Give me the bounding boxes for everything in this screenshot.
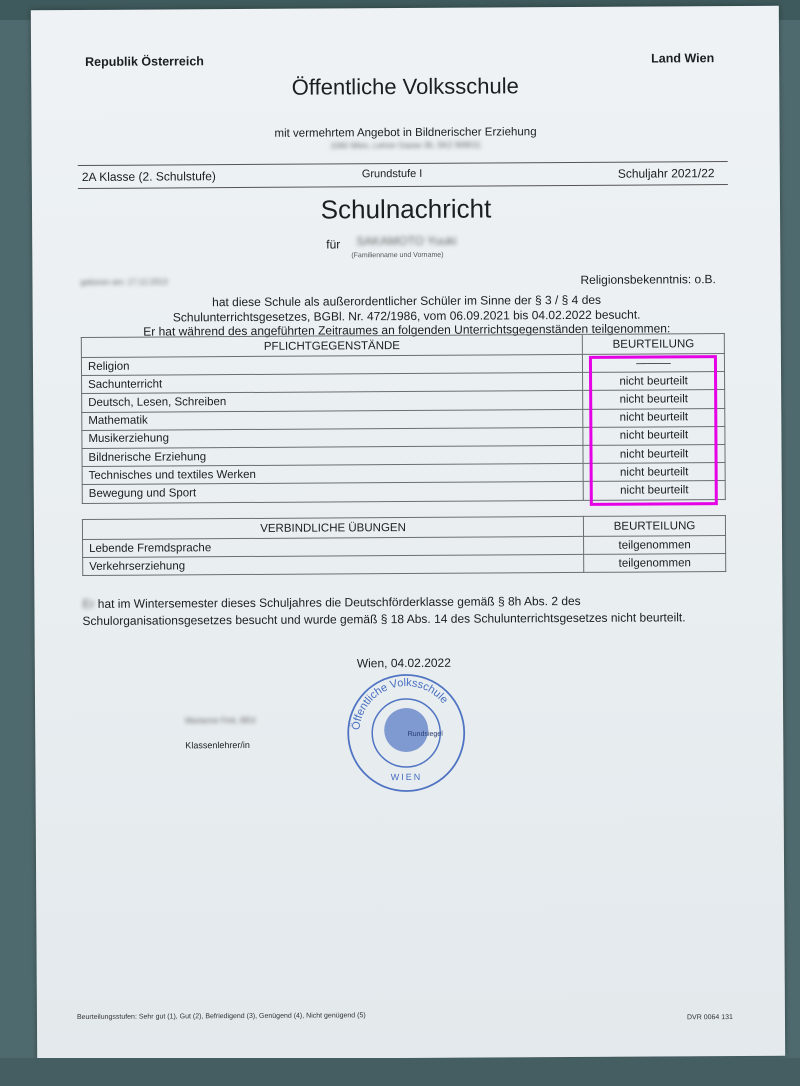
school-name: Öffentliche Volksschule [291, 73, 519, 100]
school-seal [341, 668, 472, 799]
seal-top-text: Öffentliche Volksschule [350, 676, 451, 731]
grade-cell: ——— [583, 354, 725, 373]
subject-cell: Bildnerische Erziehung [82, 445, 583, 466]
exercises-table [82, 515, 726, 576]
grade-cell: nicht beurteilt [583, 372, 725, 391]
school-year: Schuljahr 2021/22 [617, 166, 715, 181]
name-caption: (Familienname und Vorname) [351, 251, 444, 260]
paragraph-line: Schulunterrichtsgesetzes, BGBl. Nr. 472/1986, vom 06.09.2021 bis 04.02.2022 besucht. [172, 307, 641, 324]
birth-date: geboren am: 17.12.2013 [80, 277, 168, 287]
divider [78, 161, 728, 166]
grades-highlight-box [589, 355, 718, 506]
remark-line: Schulorganisationsgesetzes besucht und wurde gemäß § 18 Abs. 14 des Schulunterrichtsgesetzes nicht beurteilt. [82, 610, 686, 628]
table-surface-bottom [0, 1058, 800, 1086]
state-label: Land Wien [651, 51, 715, 66]
student-name: SAKAMOTO Yuuki [356, 233, 457, 249]
paragraph-line: hat diese Schule als außerordentlicher Schüler im Sinne der § 3 / § 4 des [212, 292, 602, 310]
country-label: Republik Österreich [85, 54, 204, 69]
subject-cell: Mathematik [82, 409, 583, 430]
grade-cell: nicht beurteilt [583, 444, 725, 463]
subject-cell: Lebende Fremdsprache [83, 536, 584, 557]
grade-cell: nicht beurteilt [583, 408, 725, 427]
subject-cell: Sachunterricht [82, 373, 583, 394]
remark-paragraph [82, 592, 732, 630]
paragraph-line: Er hat während des angeführten Zeitraumes an folgenden Unterrichtsgegenständen teilgenommen: [143, 321, 671, 339]
grade-cell: nicht beurteilt [583, 481, 725, 500]
grading-scale: Beurteilungsstufen: Sehr gut (1), Gut (2), Befriedigend (3), Genügend (4), Nicht genügend (5) [76, 1012, 366, 1022]
grade-column-header: BEURTEILUNG [582, 334, 724, 355]
subject-cell: Verkehrserziehung [83, 555, 584, 576]
subject-cell: Bewegung und Sport [82, 482, 583, 503]
grade-cell: nicht beurteilt [583, 390, 725, 409]
teacher-label: Klassenlehrer/in [185, 739, 250, 751]
level-info: Grundstufe I [361, 167, 423, 181]
subject-column-header: PFLICHTGEGENSTÄNDE [81, 334, 582, 357]
school-subtitle: mit vermehrtem Angebot in Bildnerischer Erziehung [274, 126, 537, 140]
remark-prefix: Er [82, 596, 95, 611]
divider [78, 184, 728, 189]
subject-cell: Technisches und textiles Werken [82, 464, 583, 485]
remark-line: hat im Wintersemester dieses Schuljahres die Deutschförderklasse gemäß § 8h Abs. 2 des [97, 593, 581, 611]
report-document [31, 6, 785, 1061]
document-title: Schulnachricht [320, 193, 492, 225]
table-row [83, 554, 726, 576]
seal-center-text: Rundsiegel [407, 730, 443, 739]
grade-column-header: BEURTEILUNG [584, 516, 726, 537]
subject-cell: Religion [81, 354, 582, 375]
grade-cell: nicht beurteilt [583, 463, 725, 482]
place-date: Wien, 04.02.2022 [356, 655, 451, 671]
grade-cell: nicht beurteilt [583, 426, 725, 445]
school-address: 1060 Wien, Lehrer Gasse 36, SKZ 908011 [330, 140, 481, 151]
grade-cell: teilgenommen [584, 554, 726, 573]
subject-cell: Musikerziehung [82, 427, 583, 448]
class-info: 2A Klasse (2. Schulstufe) [81, 169, 216, 184]
grade-cell: teilgenommen [584, 536, 726, 555]
subject-column-header: VERBINDLICHE ÜBUNGEN [82, 516, 583, 539]
for-label: für [326, 237, 341, 252]
religion-info: Religionsbekenntnis: o.B. [580, 272, 716, 287]
teacher-name: Marianne Fink, BEd [185, 715, 256, 726]
seal-bottom-text: WIEN [390, 771, 423, 783]
subject-cell: Deutsch, Lesen, Schreiben [82, 391, 583, 412]
dvr-number: DVR 0064 131 [686, 1014, 733, 1022]
